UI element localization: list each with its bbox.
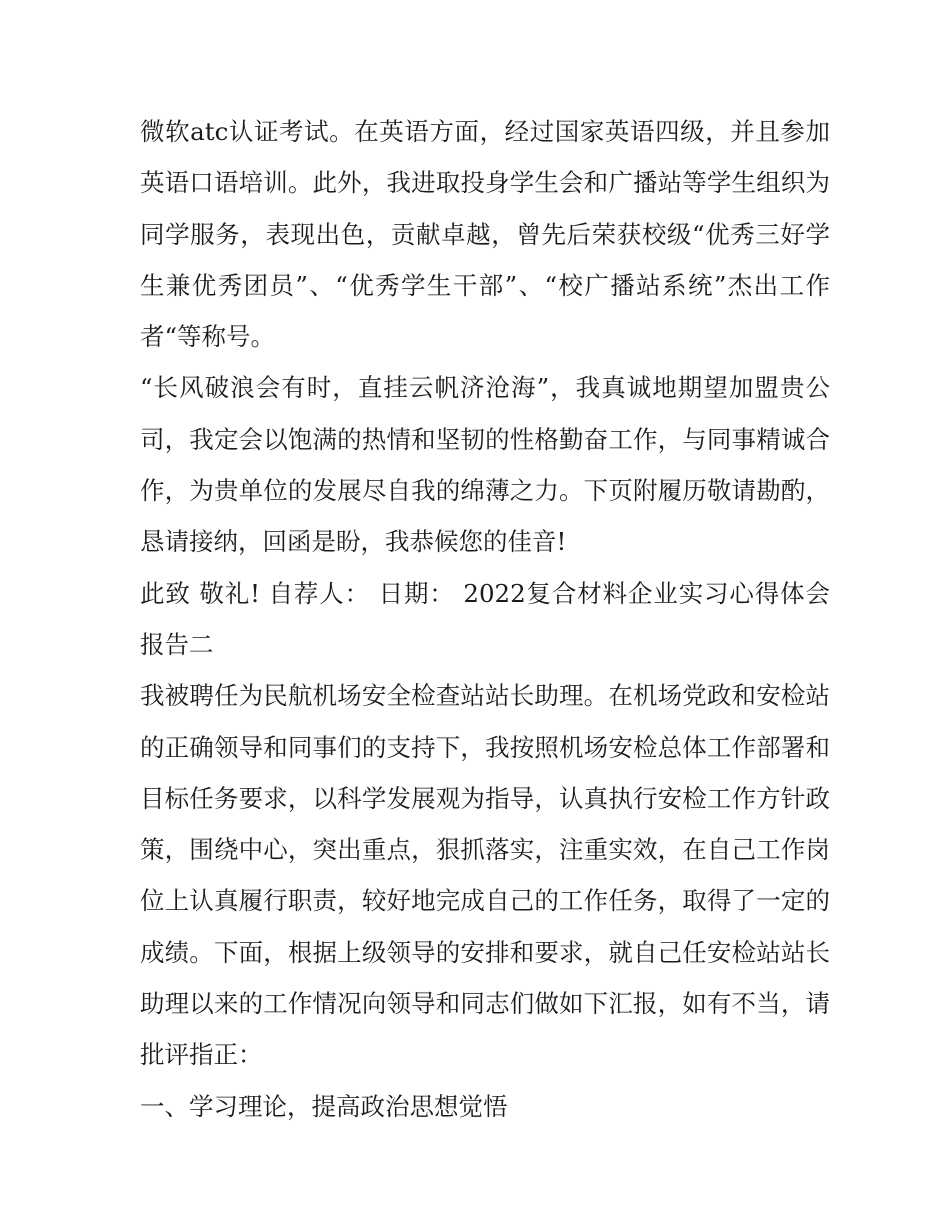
paragraph-certification-and-honors: 微软atc认证考试。在英语方面，经过国家英语四级，并且参加英语口语培训。此外，我进取投身学生会和广播站等学生组织为同学服务，表现出色，贡献卓越，曾先后荣获校级“优秀三好学生兼优秀团员”、“优秀学生干部”、“校广播站系统”杰出工作者“等称号。 [140,117,830,352]
paragraph-closing-and-report-title: 此致 敬礼! 自荐人： 日期： 2022复合材料企业实习心得体会报告二 [140,578,830,659]
paragraph-application-statement: “长风破浪会有时，直挂云帆济沧海”，我真诚地期望加盟贵公司，我定会以饱满的热情和坚韧的性格勤奋工作，与同事精诚合作，为贵单位的发展尽自我的绵薄之力。下页附履历敬请勘酌，恳请接纳，回函是盼，我恭候您的佳音! [140,373,830,557]
paragraph-work-report-intro: 我被聘任为民航机场安全检查站站长助理。在机场党政和安检站的正确领导和同事们的支持下，我按照机场安检总体工作部署和目标任务要求，以科学发展观为指导，认真执行安检工作方针政策，围绕中心，突出重点，狠抓落实，注重实效，在自己工作岗位上认真履行职责，较好地完成自己的工作任务，取得了一定的成绩。下面，根据上级领导的安排和要求，就自己任安检站站长助理以来的工作情况向领导和同志们做如下汇报，如有不当，请批评指正： [140,681,830,1070]
document-body [140,106,830,1132]
section-heading-1: 一、学习理论，提高政治思想觉悟 [140,1091,508,1121]
